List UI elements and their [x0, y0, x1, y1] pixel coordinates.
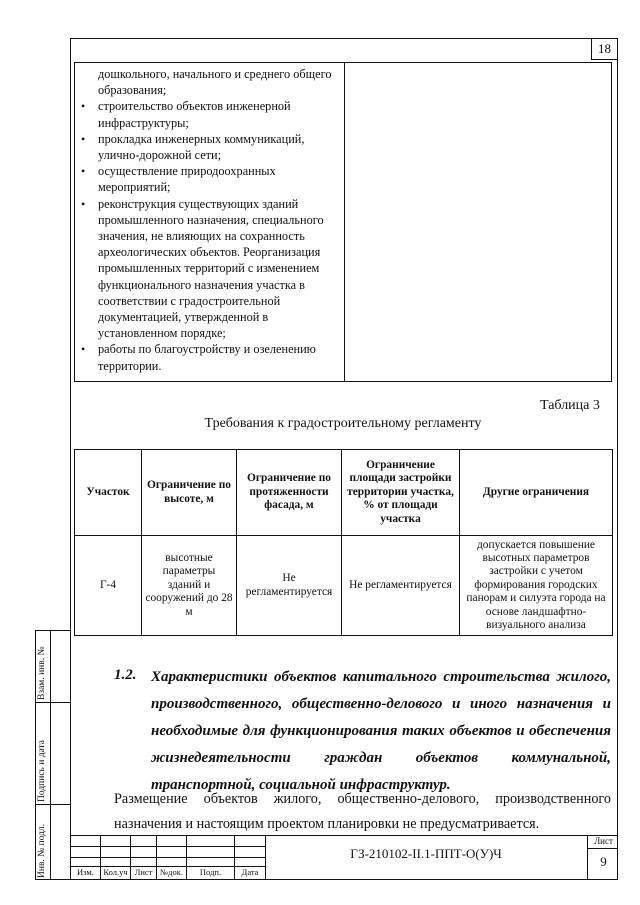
- side-stamp-divider: [35, 804, 71, 805]
- table-header-cell: Ограничение по протяженности фасада, м: [237, 450, 342, 536]
- stamp-label-izm: Изм.: [77, 867, 94, 877]
- stamp-label-podp: Подп.: [199, 867, 222, 877]
- table-header-cell: Ограничение по высоте, м: [142, 450, 237, 536]
- side-stamp-divider: [50, 630, 51, 880]
- requirements-table: [74, 449, 613, 636]
- table-cell: высотные параметры зданий и сооружений до 28 м: [142, 536, 237, 636]
- paragraph-text: Размещение объектов жилого, общественно-делового, производственного назначения и настоящим проектом планировки не предусматривается.: [114, 791, 611, 832]
- table-title: Требования к градостроительному регламенту: [204, 416, 482, 431]
- stamp-label-ndok: №док.: [160, 867, 183, 877]
- section-number: 1.2.: [114, 667, 137, 683]
- list-item: • прокладка инженерных коммуникаций, улично-дорожной сети;: [80, 131, 342, 163]
- continuation-list: [80, 66, 342, 374]
- table-header-row: [75, 450, 613, 536]
- continuation-divider: [344, 62, 345, 382]
- sheet-label: Лист: [594, 836, 613, 846]
- side-stamp-divider: [35, 702, 71, 703]
- table-header-cell: Ограничение площади застройки территории участка, % от площади участка: [342, 450, 460, 536]
- table-header-cell: Другие ограничения: [460, 450, 613, 536]
- list-item: • осуществление природоохранных мероприятий;: [80, 163, 342, 195]
- table-cell: допускается повышение высотных параметров застройки с учетом формирования городских панорам и силуэта города на основе ландшафтно-визуального анализа: [460, 536, 613, 636]
- body-paragraph: [114, 787, 611, 837]
- list-item: • работы по благоустройству и озеленению территории.: [80, 341, 342, 373]
- list-item: • строительство объектов инженерной инфраструктуры;: [80, 98, 342, 130]
- table-number: Таблица 3: [540, 398, 600, 413]
- stamp-label-kol-uch: Кол.уч: [103, 867, 128, 877]
- side-label-podpis-data: Подпись и дата: [37, 739, 47, 802]
- table-cell: Не регламентируется: [342, 536, 460, 636]
- sheet-number: 9: [600, 854, 607, 869]
- stamp-label-data: Дата: [241, 867, 259, 877]
- list-item: • реконструкция существующих зданий промышленного назначения, специального значения, не влияющих на сохранность археологических объектов. Реорганизация промышленных территорий с изменением функционального назначения участка в соответствии с градостроительной документацией, утвержденной в установленном порядке;: [80, 196, 342, 342]
- stamp-border: [70, 835, 618, 836]
- stamp-sheet-divider: [587, 848, 618, 849]
- stamp-label-list: Лист: [134, 867, 153, 877]
- table-cell: Не регламентируется: [237, 536, 342, 636]
- list-item: дошкольного, начального и среднего общего образования;: [98, 67, 332, 98]
- table-row: [75, 536, 613, 636]
- page-number: 18: [591, 38, 618, 60]
- table-cell: Г-4: [75, 536, 142, 636]
- table-header-cell: Участок: [75, 450, 142, 536]
- document-code: ГЗ-210102-II.1-ППТ-О(У)Ч: [350, 846, 502, 861]
- continuation-text: [80, 66, 342, 374]
- side-label-vzam-inv: Взам. инв. №: [37, 646, 47, 700]
- stamp-col-line: [587, 835, 588, 880]
- side-label-inv-podl: Инв. № подл.: [37, 823, 47, 878]
- section-heading: Характеристики объектов капитального строительства жилого, производственного, общественно-делового и иного назначения и необходимые для функционирования таких объектов и обеспечения жизнедеятельности граждан объектов коммунальной, транспортной, социальной инфраструктур.: [151, 669, 611, 793]
